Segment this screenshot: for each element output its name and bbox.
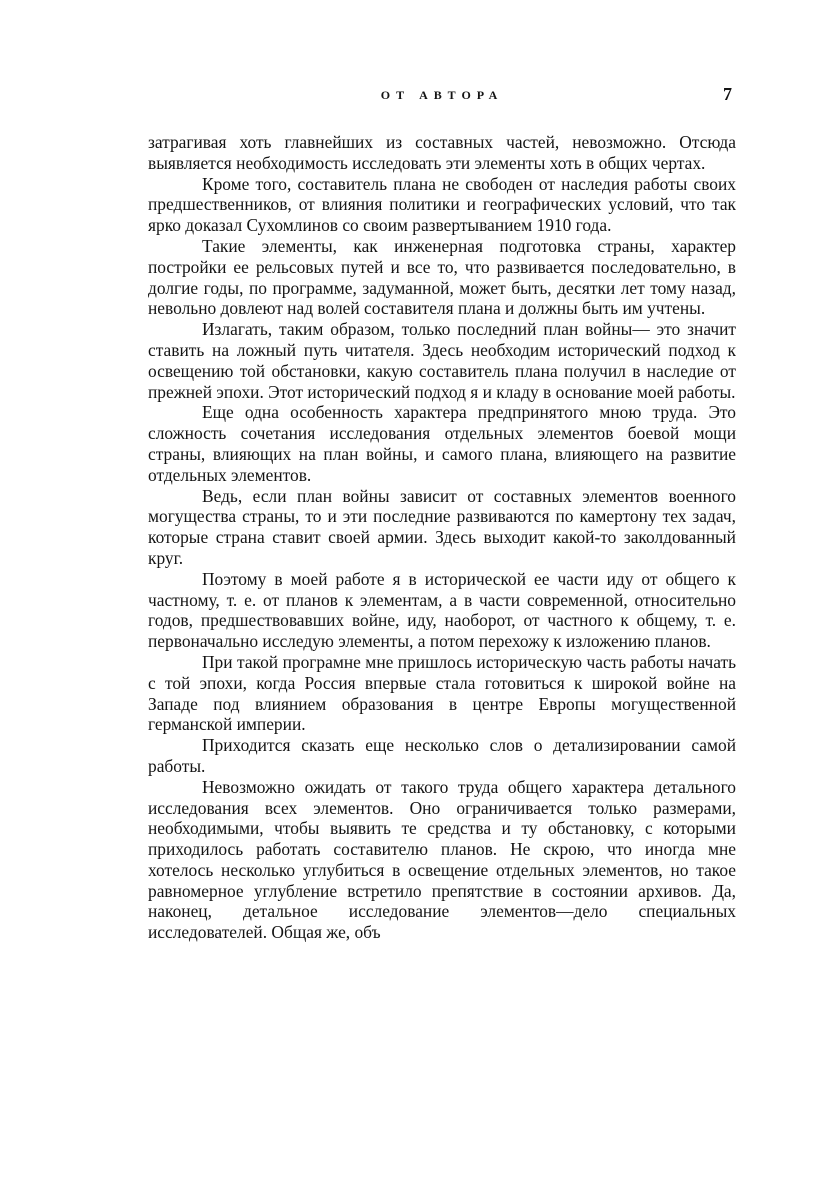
paragraph: Излагать, таким образом, только последний план войны— это значит ставить на ложный путь читателя. Здесь необходим исторический подход к освещению той обстановки, какую составитель плана получил в наследие от прежней эпохи. Этот исторический подход я и кладу в основание моей работы.: [148, 319, 736, 402]
paragraph: Еще одна особенность характера предпринятого мною труда. Это сложность сочетания исследования отдельных элементов боевой мощи страны, влияющих на план войны, и самого плана, влияющего на развитие отдельных элементов.: [148, 402, 736, 485]
body-text: [148, 132, 736, 943]
running-head: [148, 86, 736, 112]
paragraph: Поэтому в моей работе я в исторической ее части иду от общего к частному, т. е. от планов к элементам, а в части современной, относительно годов, предшествовавших войне, иду, наоборот, от частного к общему, т. е. первоначально исследую элементы, а потом перехожу к изложению планов.: [148, 568, 736, 652]
paragraph: Невозможно ожидать от такого труда общего характера детального исследования всех элементов. Оно ограничивается только размерами, необходимыми, чтобы выявить те средства и ту обстановку, с которыми приходилось работать составителю планов. Не скрою, что иногда мне хотелось несколько углубиться в освещение отдельных элементов, но такое равномерное углубление встретило препятствие в состоянии архивов. Да, наконец, детальное исследование элементов—дело специальных исследователей. Общая же, объ: [148, 776, 736, 943]
page-number: 7: [723, 84, 732, 104]
running-title: ОТ АВТОРА: [380, 88, 504, 102]
paragraph: Приходится сказать еще несколько слов о детализировании самой работы.: [148, 735, 736, 776]
book-page: [148, 86, 736, 943]
paragraph: При такой програмне мне пришлось историческую часть работы начать с той эпохи, когда Россия впервые стала готовиться к широкой войне на Западе под влиянием образования в центре Европы могущественной германской империи.: [148, 651, 736, 735]
paragraph: Ведь, если план войны зависит от составных элементов военного могущества страны, то и эти последние развиваются по камертону тех задач, которые страна ставит своей армии. Здесь выходит какой-то заколдованный круг.: [148, 485, 736, 568]
paragraph: затрагивая хоть главнейших из составных частей, невозможно. Отсюда выявляется необходимость исследовать эти элементы хоть в общих чертах.: [148, 132, 736, 173]
paragraph: Кроме того, составитель плана не свободен от наследия работы своих предшественников, от влияния политики и географических условий, что так ярко доказал Сухомлинов со своим развертыванием 1910 года.: [148, 173, 736, 236]
paragraph: Такие элементы, как инженерная подготовка страны, характер постройки ее рельсовых путей и все то, что развивается последовательно, в долгие годы, по программе, задуманной, может быть, десятки лет тому назад, невольно довлеют над волей составителя плана и должны быть им учтены.: [148, 235, 736, 319]
